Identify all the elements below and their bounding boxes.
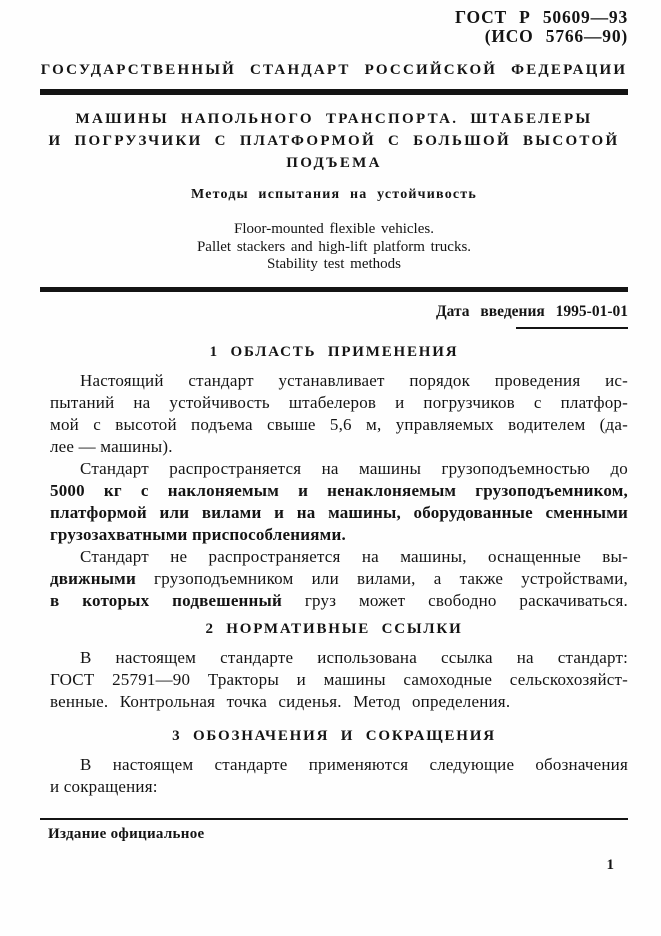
effective-date-label: Дата введения: [435, 302, 545, 320]
document-title-ru: [40, 108, 628, 174]
section-3-paragraph-1: [40, 754, 628, 798]
page-content: [40, 0, 628, 798]
divider-rule-top: [40, 89, 628, 95]
paragraph-line: В настоящем стандарте применяются следующие обозначения: [80, 754, 628, 774]
paragraph-line: лее — машины).: [50, 436, 173, 456]
edition-note: Издание официальное: [48, 826, 205, 842]
paragraph-line: ГОСТ 25791—90 Тракторы и машины самоходные сельскохозяйст-: [50, 669, 628, 689]
section-1-paragraph-1: [40, 370, 628, 458]
section-1-paragraph-3: [40, 546, 628, 612]
text-segment: грузоподъемником или вилами, а также устройствами,: [135, 568, 628, 588]
page-footer: [40, 818, 628, 874]
effective-date-block: [40, 303, 628, 329]
title-ru-line1: МАШИНЫ НАПОЛЬНОГО ТРАНСПОРТА. ШТАБЕЛЕРЫ: [75, 111, 593, 127]
title-en-line2: Pallet stackers and high-lift platform trucks.: [196, 238, 472, 255]
standard-type-banner: ГОСУДАРСТВЕННЫЙ СТАНДАРТ РОССИЙСКОЙ ФЕДЕРАЦИИ: [40, 62, 628, 78]
divider-rule-middle: [40, 287, 628, 292]
section-3-heading: 3 ОБОЗНАЧЕНИЯ И СОКРАЩЕНИЯ: [172, 727, 496, 744]
paragraph-line: венные. Контрольная точка сиденья. Метод определения.: [50, 691, 511, 711]
paragraph-line: Стандарт распространяется на машины грузоподъемностью до: [80, 458, 628, 478]
effective-date-line: [436, 303, 628, 320]
doc-code-gost: ГОСТ Р 50609—93: [454, 7, 628, 27]
title-ru-line2: И ПОГРУЗЧИКИ С ПЛАТФОРМОЙ С БОЛЬШОЙ ВЫСОТОЙ ПОДЪЕМА: [48, 133, 620, 171]
text-segment: груз может свободно раскачиваться.: [282, 590, 628, 610]
section-2-paragraph-1: [40, 647, 628, 713]
document-subtitle-ru: Методы испытания на устойчивость: [190, 187, 477, 202]
title-en-line1: Floor-mounted flexible vehicles.: [234, 221, 434, 237]
section-2-heading: 2 НОРМАТИВНЫЕ ССЫЛКИ: [205, 620, 463, 637]
section-1-heading: 1 ОБЛАСТЬ ПРИМЕНЕНИЯ: [209, 343, 459, 360]
paragraph-line: грузозахватными приспособлениями.: [50, 524, 346, 544]
paragraph-line: пытаний на устойчивость штабелеров и погрузчиков с платфор-: [50, 392, 628, 412]
doc-code-iso: (ИСО 5766—90): [484, 26, 628, 46]
text-segment-bold: в которых подвешенный: [50, 590, 283, 610]
doc-code-block: [40, 8, 628, 46]
paragraph-line: [50, 590, 628, 612]
paragraph-line: [50, 568, 628, 590]
paragraph-line: мой с высотой подъема свыше 5,6 м, управляемых водителем (да-: [50, 414, 628, 434]
paragraph-line: Стандарт не распространяется на машины, оснащенные вы-: [80, 546, 628, 566]
paragraph-line: и сокращения:: [50, 776, 158, 796]
text-segment-bold: движными: [50, 568, 136, 588]
document-title-en: [40, 221, 628, 274]
footer-rule: [40, 818, 628, 820]
paragraph-line: Настоящий стандарт устанавливает порядок проведения ис-: [80, 370, 628, 390]
section-1-paragraph-2: [40, 458, 628, 546]
paragraph-line: 5000 кг с наклоняемым и ненаклоняемым грузоподъемником,: [50, 480, 628, 500]
effective-date-underline: [516, 327, 628, 329]
paragraph-line: В настоящем стандарте использована ссылка на стандарт:: [80, 647, 628, 667]
paragraph-line: платформой или вилами и на машины, оборудованные сменными: [50, 502, 628, 522]
page-number: 1: [606, 857, 614, 873]
title-en-line3: Stability test methods: [267, 256, 401, 272]
effective-date-value: 1995-01-01: [555, 302, 628, 320]
